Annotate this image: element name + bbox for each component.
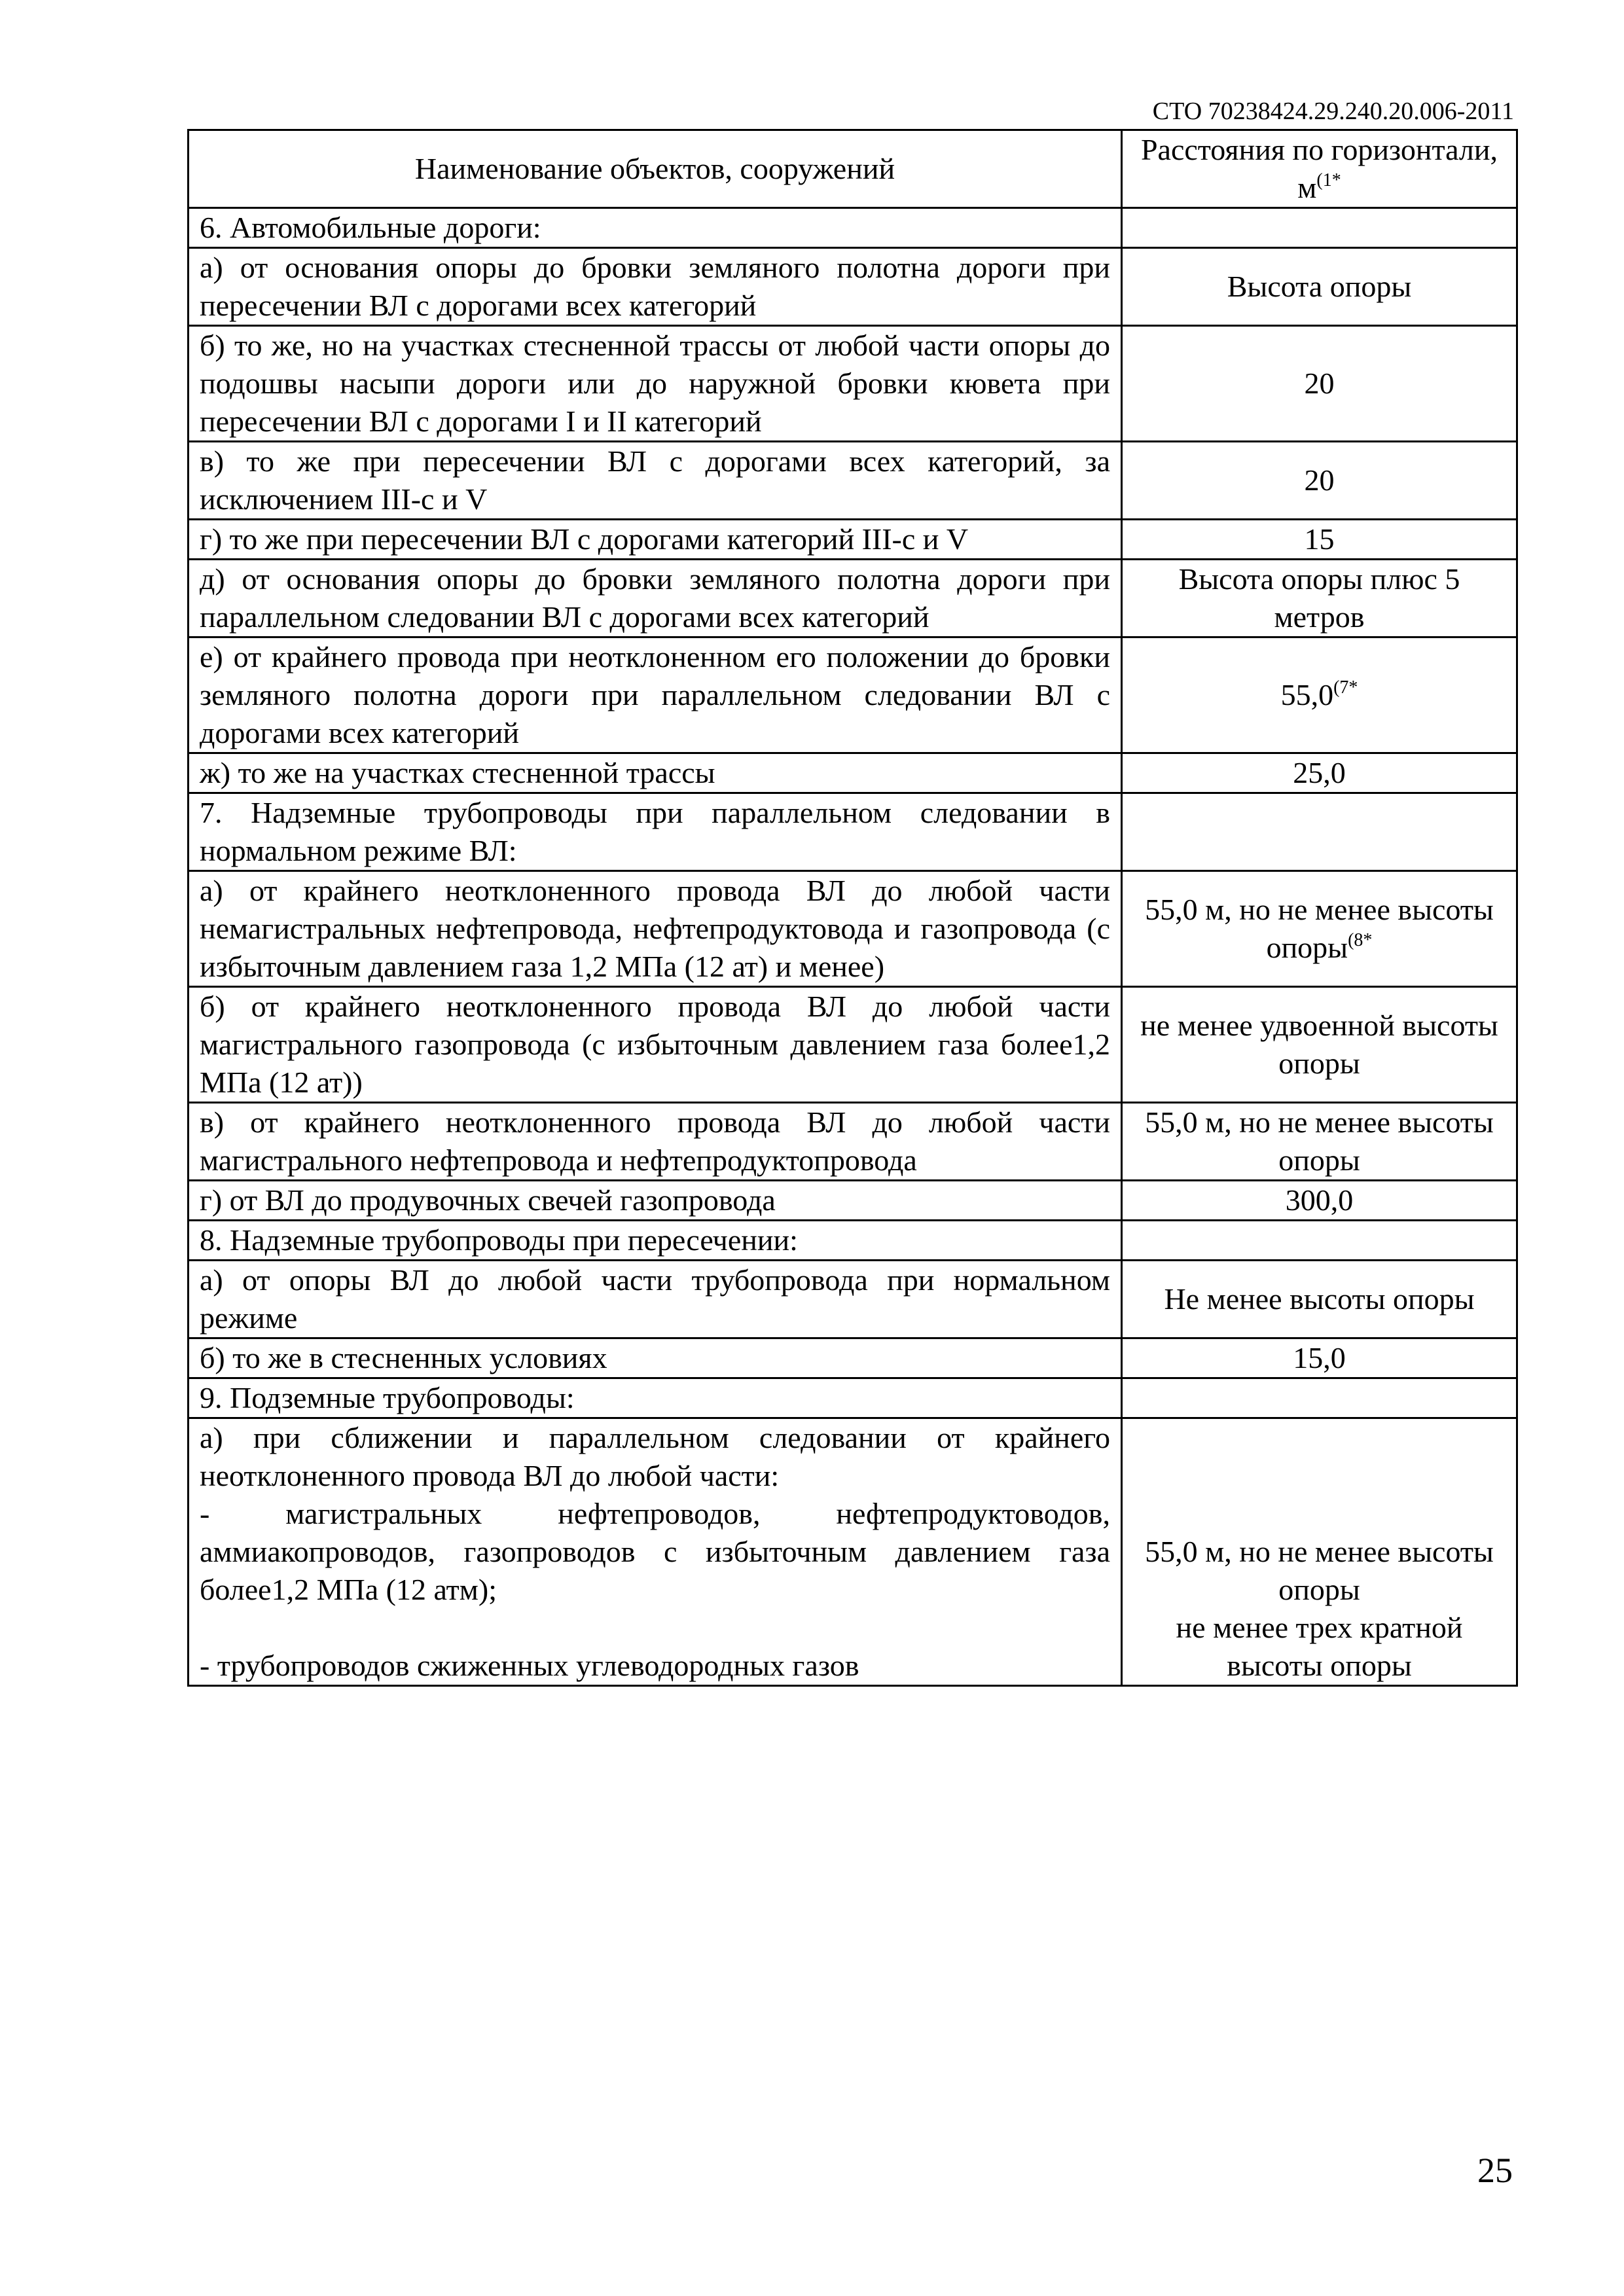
distance-text: Высота опоры плюс 5 метров: [1178, 562, 1460, 634]
distance-text: Не менее высоты опоры: [1164, 1282, 1475, 1316]
distance-text: 55,0 м, но не менее высоты опоры: [1145, 1105, 1494, 1177]
distance-text: 55,0 м, но не менее высоты опоры: [1145, 893, 1494, 964]
page-number: 25: [1477, 2151, 1513, 2190]
object-cell: д) от основания опоры до бровки земляного полотна дороги при параллельном следовании ВЛ с дорогами всех категорий: [189, 560, 1122, 637]
object-cell: 6. Автомобильные дороги:: [189, 208, 1122, 248]
table-row: [189, 560, 1517, 637]
table-row: [189, 248, 1517, 326]
table-row: [189, 1378, 1517, 1418]
column-header-objects: Наименование объектов, сооружений: [189, 130, 1122, 208]
distance-text: Высота опоры: [1227, 270, 1412, 303]
footnote-ref: (8*: [1348, 930, 1373, 950]
distance-cell: [1122, 248, 1517, 326]
distance-text: 20: [1304, 463, 1335, 497]
distance-text: 15: [1304, 522, 1335, 556]
column-header-distance-text: Расстояния по горизонтали, м: [1140, 133, 1498, 204]
table-row: [189, 1181, 1517, 1221]
distances-table: [187, 129, 1518, 1687]
object-cell: г) от ВЛ до продувочных свечей газопровода: [189, 1181, 1122, 1221]
object-cell: г) то же при пересечении ВЛ с дорогами категорий III-с и V: [189, 520, 1122, 560]
distance-cell: [1122, 208, 1517, 248]
distance-cell: [1122, 753, 1517, 793]
distance-text: 15,0: [1293, 1341, 1346, 1374]
distance-text: не менее трех кратной высоты опоры: [1176, 1611, 1463, 1682]
distance-cell: [1122, 1181, 1517, 1221]
object-cell: б) то же в стесненных условиях: [189, 1338, 1122, 1378]
distance-cell: [1122, 442, 1517, 520]
table-row: [189, 1418, 1517, 1686]
distance-cell: [1122, 871, 1517, 987]
table-header-row: [189, 130, 1517, 208]
object-cell: ж) то же на участках стесненной трассы: [189, 753, 1122, 793]
distance-cell: [1122, 1221, 1517, 1261]
table-row: [189, 442, 1517, 520]
table-row: [189, 637, 1517, 753]
footnote-ref: (7*: [1333, 677, 1358, 698]
distance-cell: [1122, 1261, 1517, 1338]
document-code: СТО 70238424.29.240.20.006-2011: [1152, 98, 1514, 125]
distance-cell: [1122, 1338, 1517, 1378]
distance-cell: [1122, 326, 1517, 442]
table-row: [189, 1103, 1517, 1181]
object-cell: б) от крайнего неотклоненного провода ВЛ до любой части магистрального газопровода (с избыточным давлением газа более1,2 МПа (12 ат)): [189, 987, 1122, 1103]
object-text: - трубопроводов сжиженных углеводородных газов: [200, 1649, 859, 1682]
distance-cell: [1122, 1378, 1517, 1418]
table-row: [189, 208, 1517, 248]
table-row: [189, 753, 1517, 793]
object-cell: 7. Надземные трубопроводы при параллельном следовании в нормальном режиме ВЛ:: [189, 793, 1122, 871]
distance-cell: [1122, 637, 1517, 753]
table-row: [189, 1261, 1517, 1338]
distance-cell: [1122, 1103, 1517, 1181]
object-cell: б) то же, но на участках стесненной трассы от любой части опоры до подошвы насыпи дороги или до наружной бровки кювета при пересечении ВЛ с дорогами I и II категорий: [189, 326, 1122, 442]
distance-text: 55,0: [1280, 678, 1334, 711]
table-row: [189, 871, 1517, 987]
column-header-distance: [1122, 130, 1517, 208]
footnote-ref: (1*: [1316, 170, 1341, 190]
object-cell: 8. Надземные трубопроводы при пересечении:: [189, 1221, 1122, 1261]
table-body-last: [189, 1418, 1517, 1686]
object-cell: а) от крайнего неотклоненного провода ВЛ до любой части немагистральных нефтепровода, нефтепродуктовода и газопровода (с избыточным давлением газа 1,2 МПа (12 ат) и менее): [189, 871, 1122, 987]
distance-text: 25,0: [1293, 756, 1346, 789]
table-row: [189, 326, 1517, 442]
object-cell: а) от основания опоры до бровки земляного полотна дороги при пересечении ВЛ с дорогами всех категорий: [189, 248, 1122, 326]
table-row: [189, 1338, 1517, 1378]
object-cell: в) то же при пересечении ВЛ с дорогами всех категорий, за исключением III-с и V: [189, 442, 1122, 520]
object-text: - магистральных нефтепроводов, нефтепродуктоводов, аммиакопроводов, газопроводов с избыточным давлением газа более1,2 МПа (12 атм);: [200, 1497, 1110, 1606]
table-row: [189, 793, 1517, 871]
table-row: [189, 1221, 1517, 1261]
object-text: а) при сближении и параллельном следовании от крайнего неотклоненного провода ВЛ до любой части:: [200, 1421, 1110, 1492]
distance-text: 55,0 м, но не менее высоты опоры: [1145, 1535, 1494, 1606]
table-row: [189, 520, 1517, 560]
distance-cell: [1122, 987, 1517, 1103]
object-cell: 9. Подземные трубопроводы:: [189, 1378, 1122, 1418]
distance-cell: [1122, 520, 1517, 560]
distance-cell: [1122, 560, 1517, 637]
distance-cell: [1122, 793, 1517, 871]
table-row: [189, 987, 1517, 1103]
distance-text: не менее удвоенной высоты опоры: [1140, 1009, 1498, 1080]
distance-text: 20: [1304, 367, 1335, 400]
distance-cell: [1122, 1418, 1517, 1686]
object-cell: е) от крайнего провода при неотклоненном его положении до бровки земляного полотна дороги при параллельном следовании ВЛ с дорогами всех категорий: [189, 637, 1122, 753]
table-body: [189, 208, 1517, 1418]
object-cell: а) от опоры ВЛ до любой части трубопровода при нормальном режиме: [189, 1261, 1122, 1338]
object-cell: в) от крайнего неотклоненного провода ВЛ до любой части магистрального нефтепровода и нефтепродуктопровода: [189, 1103, 1122, 1181]
distance-text: 300,0: [1285, 1183, 1354, 1217]
object-cell: [189, 1418, 1122, 1686]
